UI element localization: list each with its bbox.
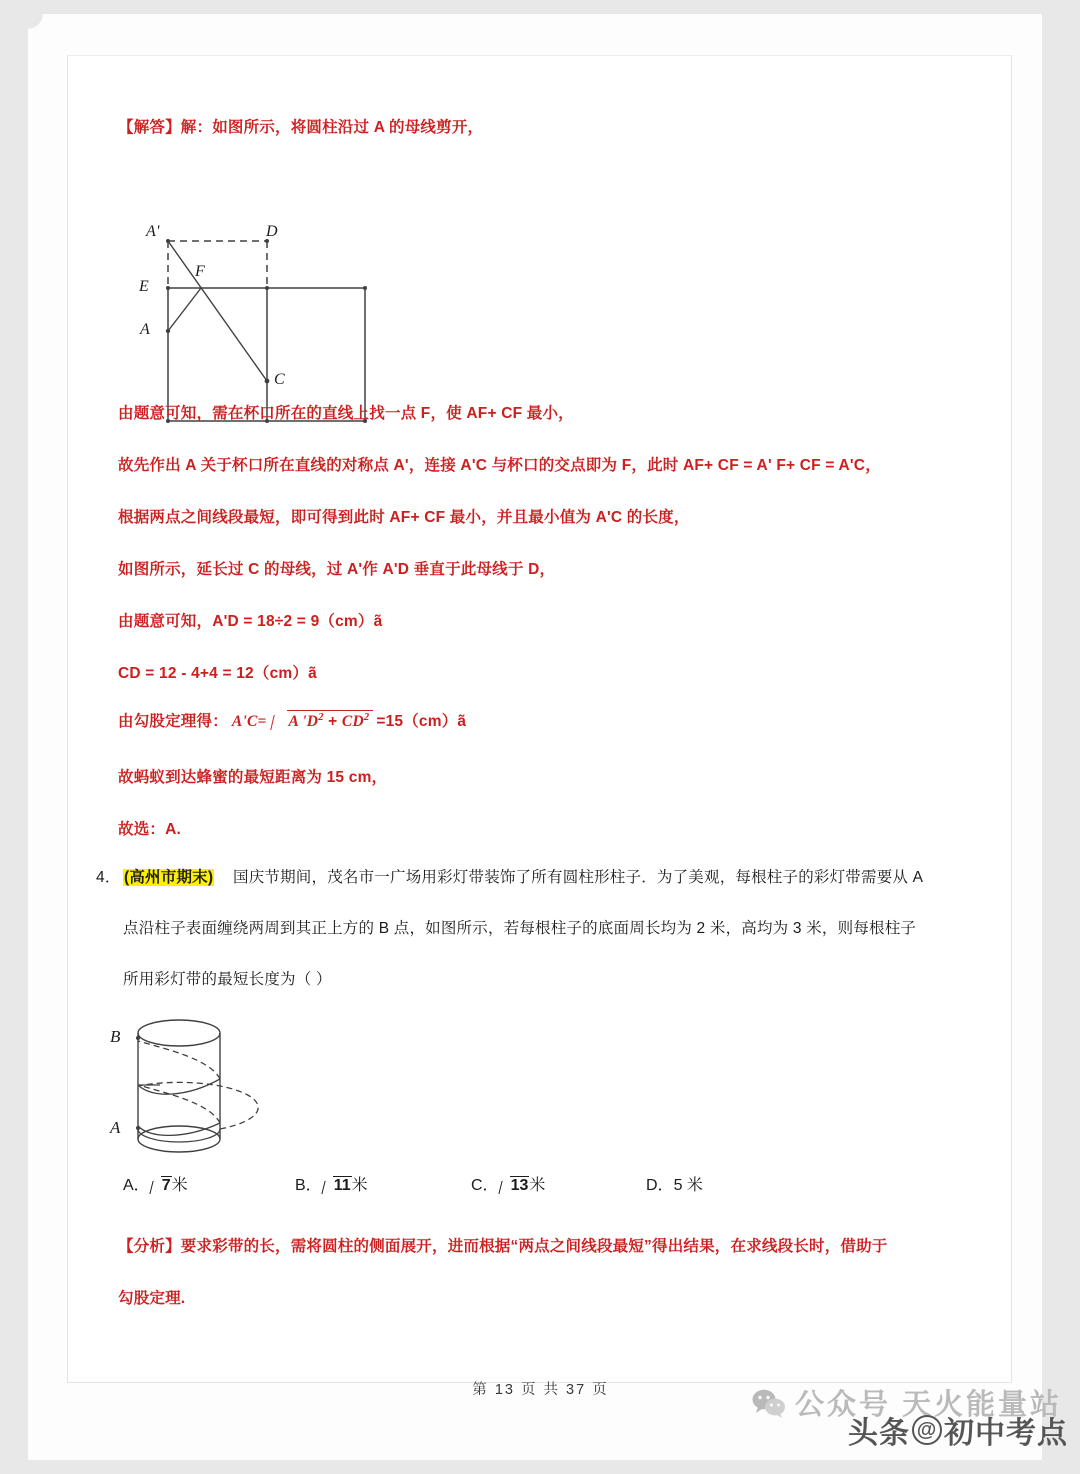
choice-a[interactable] xyxy=(123,1172,188,1195)
cylinder-label-b: B xyxy=(110,1027,121,1046)
question-text-line-3: 所用彩灯带的最短长度为（ ） xyxy=(123,971,332,988)
question-tag xyxy=(123,865,214,887)
radicand xyxy=(287,710,374,731)
choice-c-radical: 13 xyxy=(499,1176,530,1195)
choice-b[interactable] xyxy=(295,1172,368,1195)
pythagoras-prefix: 由勾股定理得： xyxy=(118,713,228,730)
choice-c[interactable] xyxy=(471,1172,545,1195)
choice-d-key: D． xyxy=(646,1177,674,1194)
radicand-term-1: A 'D xyxy=(288,713,319,730)
cylinder-label-a: A xyxy=(110,1118,121,1137)
pythagoras-lhs: A'C= xyxy=(231,713,267,730)
document-page xyxy=(67,55,1012,1398)
radicand-operator: + xyxy=(323,713,342,730)
choice-c-unit: 米 xyxy=(529,1177,546,1194)
analysis-line-2: 勾股定理. xyxy=(118,1290,186,1307)
choice-b-unit: 米 xyxy=(351,1177,368,1194)
wechat-watermark-text: 公众号 天火能量站 xyxy=(795,1389,1063,1421)
solution-line-3: 根据两点之间线段最短，即可得到此时 AF+ CF 最小，并且最小值为 A'C 的长度， xyxy=(118,509,690,526)
choice-a-radical: 7 xyxy=(150,1176,172,1195)
diagram-label-a-prime: A' xyxy=(146,223,160,240)
answer-choices xyxy=(123,1172,763,1200)
unfolded-cylinder-diagram xyxy=(113,148,413,438)
analysis-line-1: 【分析】要求彩带的长，需将圆柱的侧面展开，进而根据“两点之间线段最短”得出结果，在求线段长时，借助于 xyxy=(118,1238,888,1255)
pythagoras-rhs: =15（cm）ã xyxy=(376,713,467,730)
diagram-label-a: A xyxy=(140,321,150,338)
solution-answer: 故选：A. xyxy=(118,821,182,838)
radicand-term-2: CD xyxy=(341,713,364,730)
diagram-label-d: D xyxy=(266,223,278,240)
question-number: 4． xyxy=(96,869,121,886)
choice-d-value: 5 xyxy=(673,1177,687,1194)
question-text-line-2: 点沿柱子表面缠绕两周到其正上方的 B 点，如图所示，若每根柱子的底面周长均为 2 米，高均为 3 米，则每根柱子 xyxy=(123,920,917,937)
toutiao-watermark-handle: 初中考点 xyxy=(944,1417,1068,1450)
solution-line-4: 如图所示，延长过 C 的母线，过 A'作 A'D 垂直于此母线于 D， xyxy=(118,561,556,578)
pythagoras-line xyxy=(118,709,466,731)
choice-a-unit: 米 xyxy=(171,1177,188,1194)
solution-line-1: 由题意可知，需在杯口所在的直线上找一点 F，使 AF+ CF 最小， xyxy=(118,405,574,422)
solution-line-6: CD = 12 - 4+4 = 12（cm）ã xyxy=(118,665,317,682)
question-text-line-1: 国庆节期间，茂名市一广场用彩灯带装饰了所有圆柱形柱子．为了美观，每根柱子的彩灯带需要从 A xyxy=(233,869,924,886)
choice-d-unit: 米 xyxy=(686,1177,703,1194)
cylinder-diagram xyxy=(126,1011,306,1161)
choice-b-radical: 11 xyxy=(322,1176,352,1195)
toutiao-watermark-label: 头条 xyxy=(848,1417,910,1450)
diagram-label-c: C xyxy=(274,371,285,388)
solution-line-5: 由题意可知，A'D = 18÷2 = 9（cm）ã xyxy=(118,613,383,630)
choice-b-key: B． xyxy=(295,1177,322,1194)
solution-heading: 【解答】解：如图所示，将圆柱沿过 A 的母线剪开， xyxy=(118,119,484,136)
square-root-symbol xyxy=(270,710,374,731)
at-icon: @ xyxy=(912,1415,942,1445)
diagram-label-f: F xyxy=(195,263,205,280)
question-tag-highlight: (高州市期末) xyxy=(124,869,214,886)
solution-conclusion: 故蚂蚁到达蜂蜜的最短距离为 15 cm， xyxy=(118,769,388,786)
choice-c-key: C． xyxy=(471,1177,499,1194)
wechat-icon xyxy=(752,1388,786,1418)
page-footer: 第 13 页 共 37 页 xyxy=(472,1382,609,1398)
toutiao-watermark xyxy=(848,1408,1068,1452)
page-content xyxy=(68,56,1013,1398)
choice-a-key: A． xyxy=(123,1177,150,1194)
radicand-exponent-1: 2 xyxy=(318,711,324,723)
radicand-exponent-2: 2 xyxy=(363,711,370,723)
choice-d[interactable] xyxy=(646,1172,703,1195)
diagram-label-e: E xyxy=(139,278,149,295)
solution-line-2: 故先作出 A 关于杯口所在直线的对称点 A'，连接 A'C 与杯口的交点即为 F，此时 AF+ CF = A' F+ CF = A'C， xyxy=(118,457,881,474)
